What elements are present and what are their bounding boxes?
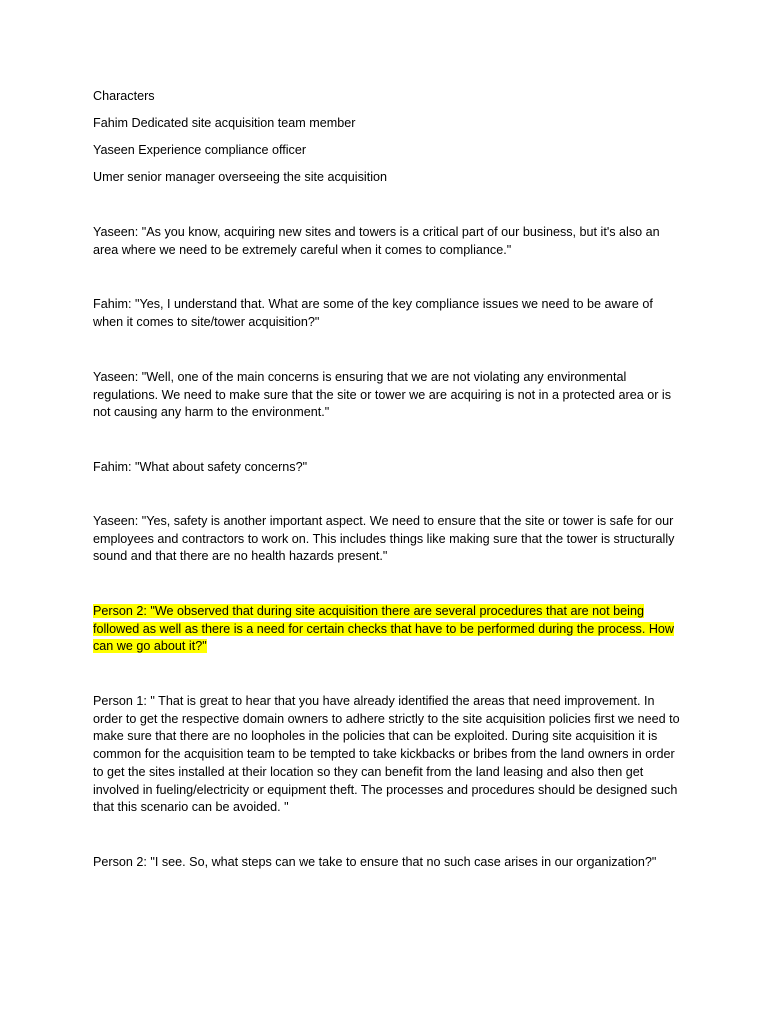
characters-heading: Characters [93,89,155,103]
character-yaseen: Yaseen Experience compliance officer [93,143,307,157]
dialogue-paragraph-2: Fahim: "Yes, I understand that. What are some of the key compliance issues we need to be aware of when it comes to site/tower acquisition?" [93,297,653,329]
dialogue-paragraph-3: Yaseen: "Well, one of the main concerns is ensuring that we are not violating any environmental regulations. We need to make sure that the site or tower we are acquiring is not in a protected area or is not causing any harm to the environment." [93,370,671,420]
dialogue-paragraph-5: Yaseen: "Yes, safety is another important aspect. We need to ensure that the site or tower is safe for our employees and contractors to work on. This includes things like making sure that the tower is structurally sound and that there are no health hazards present." [93,514,675,564]
dialogue-paragraph-1: Yaseen: "As you know, acquiring new sites and towers is a critical part of our business, but it's also an area where we need to be extremely careful when it comes to compliance." [93,225,660,257]
dialogue-paragraph-7: Person 1: " That is great to hear that you have already identified the areas that need improvement. In order to get the respective domain owners to adhere strictly to the site acquisition policies first we need to make sure that there are no loopholes in the policies that can be exploited. During site acquisition it is common for the acquisition team to be tempted to take kickbacks or bribes from the land owners in order to get the sites installed at their location so they can benefit from the land leasing and also then get involved in fueling/electricity or equipment theft. The processes and procedures should be designed such that this scenario can be avoided. " [93,694,680,815]
dialogue-paragraph-8: Person 2: "I see. So, what steps can we take to ensure that no such case arises in our organization?" [93,855,657,869]
dialogue-paragraph-4: Fahim: "What about safety concerns?" [93,460,308,474]
character-fahim: Fahim Dedicated site acquisition team member [93,116,356,130]
highlighted-text: Person 2: "We observed that during site acquisition there are several procedures that are not being followed as well as there is a need for certain checks that have to be performed during the process. How can we go about it?" [93,604,675,654]
dialogue-paragraph-6-highlighted [93,603,683,656]
character-umer: Umer senior manager overseeing the site acquisition [93,170,388,184]
